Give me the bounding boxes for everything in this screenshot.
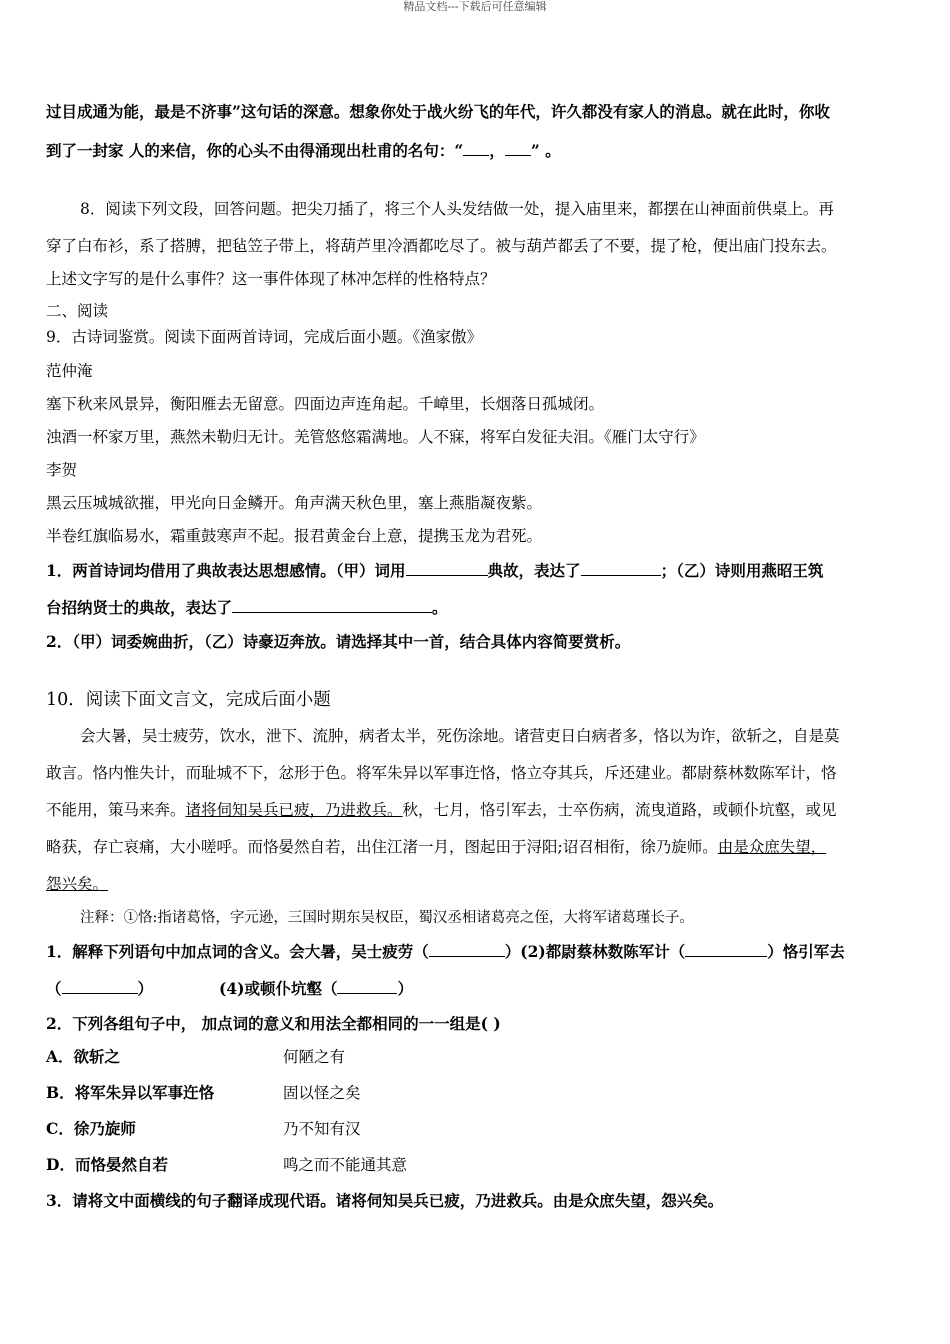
option-left-text: 而恪晏然自若 <box>74 1155 168 1174</box>
q7-line-2 <box>46 139 561 162</box>
q10-annotation: 注释：①恪:指诸葛恪，字元逊，三国时期东吴权臣，蜀汉丞相诸葛亮之侄，大将军诸葛瑾长子。 <box>80 910 694 926</box>
q10-sq1-text-a: 1．解释下列语句中加点词的含义。会大暑，吴士疲劳（ <box>46 942 429 961</box>
q10-sq1-text-f: (4)或顿仆坑壑（ <box>219 979 338 998</box>
q10-subquestion-3: 3．请将文中面横线的句子翻译成现代语。诸将伺知吴兵已疲，乃进救兵。由是众庶失望，怨兴矣。 <box>46 1191 724 1210</box>
q9-subquestion-1 <box>46 559 823 582</box>
q8-line-2: 穿了白布衫，系了搭膊，把毡笠子带上，将葫芦里冷酒都吃尽了。被与葫芦都丢了不要，提了枪，便出庙门投东去。 <box>46 237 837 255</box>
underlined-sentence: 由是众庶失望， <box>717 838 827 856</box>
poem-1-line-1: 塞下秋来风景异，衡阳雁去无留意。四面边声连角起。千嶂里，长烟落日孤城闭。 <box>46 395 605 413</box>
q7-separator: ， <box>489 141 505 160</box>
q9-intro: 9．古诗词鉴赏。阅读下面两首诗词，完成后面小题。《渔家傲》 <box>46 328 483 346</box>
q10-passage-line-3 <box>46 799 837 821</box>
option-b-right: 固以怪之矣 <box>283 1084 361 1102</box>
answer-blank[interactable] <box>463 139 489 156</box>
q10-sq1-text-g: ） <box>397 979 413 998</box>
option-left-text: 徐乃旋师 <box>73 1119 136 1138</box>
passage-text: 略获，存亡哀痛，大小嗟呼。而恪晏然自若，出住江渚一月，图起田于浔阳;诏召相衔，徐乃旋师。 <box>46 838 718 856</box>
option-left-text: 欲斩之 <box>73 1047 121 1066</box>
q10-passage-line-4 <box>46 836 826 858</box>
q10-passage-line-5 <box>46 873 108 895</box>
q9-sq1-text-d: 台招纳贤士的典故，表达了 <box>46 598 233 617</box>
q10-subquestion-1-cont <box>46 977 413 1000</box>
option-left-text: 将军朱异以军事迕恪 <box>74 1083 215 1102</box>
option-d-right: 鸣之而不能通其意 <box>283 1156 408 1174</box>
q7-line-2-text: 到了一封家 人的来信，你的心头不由得涌现出杜甫的名句：“ <box>46 141 464 160</box>
q9-sq1-text-b: 典故，表达了 <box>487 561 581 580</box>
page-header: 精品文档---下载后可任意编辑 <box>403 0 547 13</box>
underlined-sentence: 怨兴矣。 <box>46 875 109 893</box>
answer-blank[interactable] <box>406 559 488 576</box>
answer-blank[interactable] <box>505 139 531 156</box>
q7-line-2-end: ” 。 <box>530 141 561 160</box>
q10-sq1-text-b: ）(2)都尉蔡林数陈军计（ <box>504 942 686 961</box>
q10-subquestion-2: 2．下列各组句子中， 加点词的意义和用法全都相同的一一组是( ) <box>46 1014 501 1033</box>
q10-title: 10．阅读下面文言文，完成后面小题 <box>46 690 331 710</box>
poem-2-line-2: 半卷红旗临易水，霜重鼓寒声不起。报君黄金台上意，提携玉龙为君死。 <box>46 527 543 545</box>
q10-sq1-text-e: ） <box>137 979 154 998</box>
q8-line-1: 8．阅读下列文段，回答问题。把尖刀插了，将三个人头发结做一处，提入庙里来，都摆在山神面前供桌上。再 <box>80 200 834 218</box>
passage-text: 秋，七月，恪引军去，士卒伤病，流曳道路，或顿仆坑壑，或见 <box>402 801 837 819</box>
q9-sq1-text-a: 1．两首诗词均借用了典故表达思想感情。（甲）词用 <box>46 561 406 580</box>
poem-2-line-1: 黑云压城城欲摧，甲光向日金鳞开。角声满天秋色里，塞上燕脂凝夜紫。 <box>46 494 543 512</box>
option-d[interactable] <box>46 1154 168 1176</box>
option-c-right: 乃不知有汉 <box>283 1120 361 1138</box>
poem-2-author: 李贺 <box>46 461 78 479</box>
q7-line-1: 过目成通为能，最是不济事”这句话的深意。想象你处于战火纷飞的年代，许久都没有家人的消息。就在此时，你收 <box>46 102 830 121</box>
q9-subquestion-2: 2．（甲）词委婉曲折，（乙）诗豪迈奔放。请选择其中一首，结合具体内容简要赏析。 <box>46 632 631 651</box>
answer-blank[interactable] <box>232 596 432 613</box>
q10-passage-line-2: 敢言。恪内惟失计，而耻城不下，忿形于色。将军朱异以军事迕恪，恪立夺其兵，斥还建业。都尉蔡林数陈军计，恪 <box>46 764 837 782</box>
q10-passage-line-1: 会大暑，吴士疲劳，饮水，泄下、流肿，病者太半，死伤涂地。诸营吏日白病者多，恪以为诈，欲斩之，自是莫 <box>80 727 840 745</box>
q10-sq1-text-d: （ <box>46 979 62 998</box>
q9-sq1-text-e: 。 <box>432 598 448 617</box>
option-a[interactable] <box>46 1046 120 1068</box>
option-label: C． <box>46 1119 74 1138</box>
option-label: A． <box>46 1047 74 1066</box>
option-label: B． <box>46 1083 75 1102</box>
q8-line-3: 上述文字写的是什么事件？这一事件体现了林冲怎样的性格特点？ <box>46 270 496 288</box>
q9-subquestion-1-cont <box>46 596 448 619</box>
answer-blank[interactable] <box>685 940 767 957</box>
poem-1-author: 范仲淹 <box>46 362 93 380</box>
passage-text: 不能用，策马来奔。 <box>46 801 186 819</box>
answer-blank[interactable] <box>581 559 661 576</box>
answer-blank[interactable] <box>429 940 505 957</box>
option-c[interactable] <box>46 1118 136 1140</box>
answer-blank[interactable] <box>62 977 138 994</box>
section-heading: 二、阅读 <box>46 302 109 320</box>
option-a-right: 何陋之有 <box>283 1048 346 1066</box>
poem-1-line-2: 浊酒一杯家万里，燕然未勒归无计。羌管悠悠霜满地。人不寐，将军白发征夫泪。《雁门太守行》 <box>46 428 705 446</box>
option-b[interactable] <box>46 1082 214 1104</box>
option-label: D． <box>46 1155 75 1174</box>
q9-sq1-text-c: ；（乙）诗则用燕昭王筑 <box>660 561 824 580</box>
q10-sq1-text-c: ）恪引军去 <box>767 942 845 961</box>
q10-subquestion-1 <box>46 940 845 963</box>
underlined-sentence: 诸将伺知吴兵已疲，乃进救兵。 <box>185 801 403 819</box>
answer-blank[interactable] <box>337 977 397 994</box>
